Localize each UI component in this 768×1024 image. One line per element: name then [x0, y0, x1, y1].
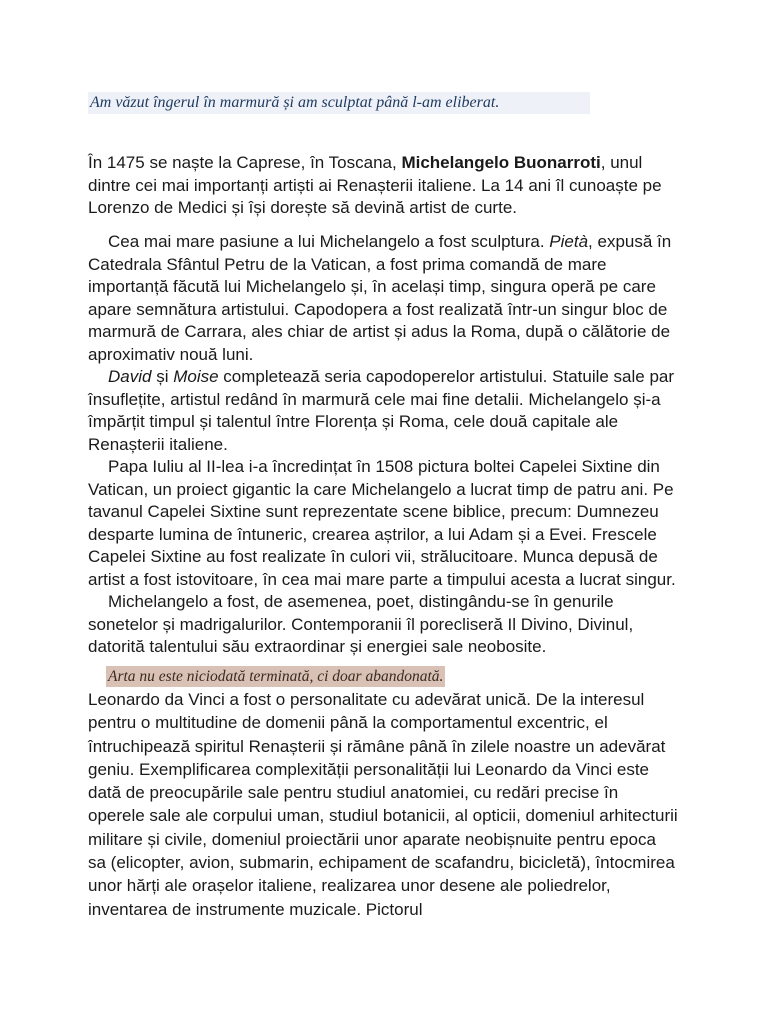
conjunction: și [151, 367, 174, 386]
name-michelangelo: Michelangelo Buonarroti [401, 153, 601, 172]
intro-text-start: În 1475 se naște la Caprese, în Toscana, [88, 153, 402, 172]
quote-leonardo: Arta nu este niciodată terminată, ci doar abandonată. [108, 668, 444, 685]
title-david: David [108, 367, 152, 386]
paragraph-works [88, 231, 678, 659]
paragraph-leonardo: Leonardo da Vinci a fost o personalitate cu adevărat unică. De la interesul pentru o multitudine de domenii până la comportamentul excentric, el întruchipează spiritul Renașterii și rămâne până în zilele noastre un adevărat geniu. Exemplificarea complexității personalității lui Leonardo da Vinci este dată de preocupările sale pentru studiul anatomiei, cu redări precise în operele sale ale corpului uman, studiul botanicii, al opticii, domeniul arhitecturii militare și civile, domeniul proiectării unor aparate neobișnuite pentru epoca sa (elicopter, avion, submarin, echipament de scafandru, bicicletă), întocmirea unor hărți ale orașelor italiene, realizarea unor desene ale poliedrelor, inventarea de instrumente muzicale. Pictorul [88, 690, 678, 919]
sistine-text: Papa Iuliu al II-lea i-a încredințat în 1508 pictura boltei Capelei Sixtine din Vatican, un proiect gigantic la care Michelangelo a lucrat timp de patru ani. Pe tavanul Capelei Sixtine sunt reprezentate scene biblice, precum: Dumnezeu desparte lumina de întuneric, crearea aștrilor, a lui Adam și a Evei. Frescele Capelei Sixtine au fost realizate în culori vii, strălucitoare. Munca depusă de artist a fost istovitoare, în cea mai mare parte a timpului acesta a lucrat singur. [88, 457, 676, 589]
intro-text-end: , unul dintre cei mai importanți artiști ai Renașterii italiene. La 14 ani îl cunoaște pe Lorenzo de Medici și își dorește să devină artist de curte. [88, 153, 662, 217]
sculpture-text-start: Cea mai mare pasiune a lui Michelangelo a fost sculptura. [108, 232, 550, 251]
quote-michelangelo: Am văzut îngerul în marmură și am sculptat până l-am eliberat. [88, 92, 590, 114]
statues-text: completează seria capodoperelor artistului. Statuile sale par însuflețite, artistul redând în marmură cele mai fine detalii. Michelangelo și-a împărțit timpul și talentul între Florența și Roma, cele două capitale ale Renașterii italiene. [88, 367, 675, 454]
poet-text: Michelangelo a fost, de asemenea, poet, distingându-se în genurile sonetelor și madrigalurilor. Contemporanii îl porecliseră Il Divino, Divinul, datorită talentului său extraordinar și energiei sale neobosite. [88, 592, 634, 656]
sculpture-text-end: , expusă în Catedrala Sfântul Petru de la Vatican, a fost prima comandă de mare importanță făcută lui Michelangelo și, în același timp, singura operă pe care apare semnătura artistului. Capodopera a fost realizată într-un singur bloc de marmură de Carrara, ales chiar de artist și adus la Roma, după o călătorie de aproximativ nouă luni. [88, 232, 672, 364]
title-moise: Moise [173, 367, 219, 386]
title-pieta: Pietà [549, 232, 589, 251]
paragraph-intro [88, 152, 678, 220]
